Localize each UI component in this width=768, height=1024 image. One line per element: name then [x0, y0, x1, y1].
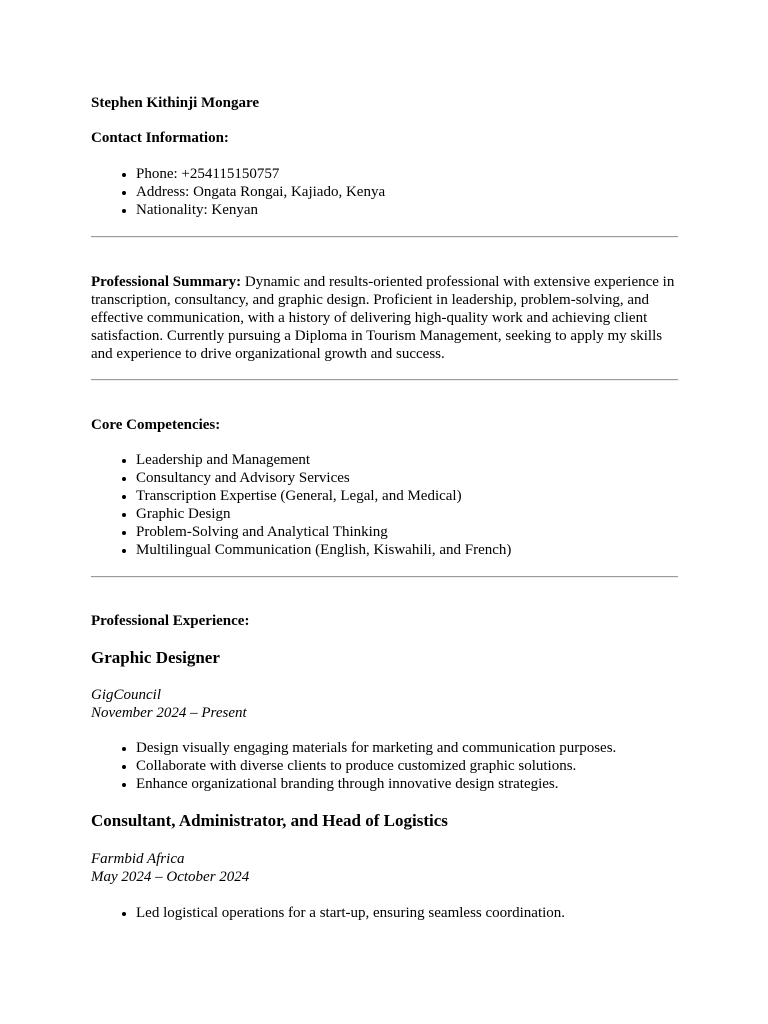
job-duty-item: • Enhance organizational branding through innovative design strategies. [136, 775, 616, 793]
competency-item: • Leadership and Management [136, 451, 511, 469]
professional-summary [91, 273, 681, 363]
job-company: GigCouncil [91, 687, 161, 703]
job-dates: May 2024 – October 2024 [91, 869, 250, 885]
competency-item: • Transcription Expertise (General, Legal, and Medical) [136, 487, 511, 505]
job-duties-list [91, 739, 616, 793]
job-title: Consultant, Administrator, and Head of Logistics [91, 811, 448, 830]
competency-item: • Graphic Design [136, 505, 511, 523]
job-duty-item: • Led logistical operations for a start-up, ensuring seamless coordination. [136, 904, 565, 922]
section-divider [91, 236, 678, 238]
summary-text: Dynamic and results-oriented professional with extensive experience in transcription, consultancy, and graphic design. Proficient in leadership, problem-solving, and effective communication, with a history of delivering high-quality work and achieving client satisfaction. Currently pursuing a Diploma in Tourism Management, seeking to apply my skills and experience to drive organizational growth and success. [91, 274, 675, 362]
job-title: Graphic Designer [91, 648, 220, 667]
resume-name: Stephen Kithinji Mongare [91, 95, 260, 111]
section-divider [91, 576, 678, 578]
contact-address: • Address: Ongata Rongai, Kajiado, Kenya [136, 183, 385, 201]
section-divider [91, 379, 678, 381]
contact-nationality: • Nationality: Kenyan [136, 201, 385, 219]
job-duty-item: • Collaborate with diverse clients to produce customized graphic solutions. [136, 757, 616, 775]
competencies-heading: Core Competencies: [91, 417, 221, 433]
competency-item: • Consultancy and Advisory Services [136, 469, 511, 487]
job-company: Farmbid Africa [91, 851, 185, 867]
contact-heading: Contact Information: [91, 130, 229, 146]
contact-list [91, 165, 385, 219]
competency-item: • Multilingual Communication (English, Kiswahili, and French) [136, 541, 511, 559]
job-duties-list [91, 904, 565, 922]
contact-phone: • Phone: +254115150757 [136, 165, 385, 183]
summary-label: Professional Summary: [91, 274, 242, 290]
competency-item: • Problem-Solving and Analytical Thinking [136, 523, 511, 541]
job-dates: November 2024 – Present [91, 705, 247, 721]
experience-heading: Professional Experience: [91, 613, 250, 629]
competencies-list [91, 451, 511, 559]
job-duty-item: • Design visually engaging materials for marketing and communication purposes. [136, 739, 616, 757]
